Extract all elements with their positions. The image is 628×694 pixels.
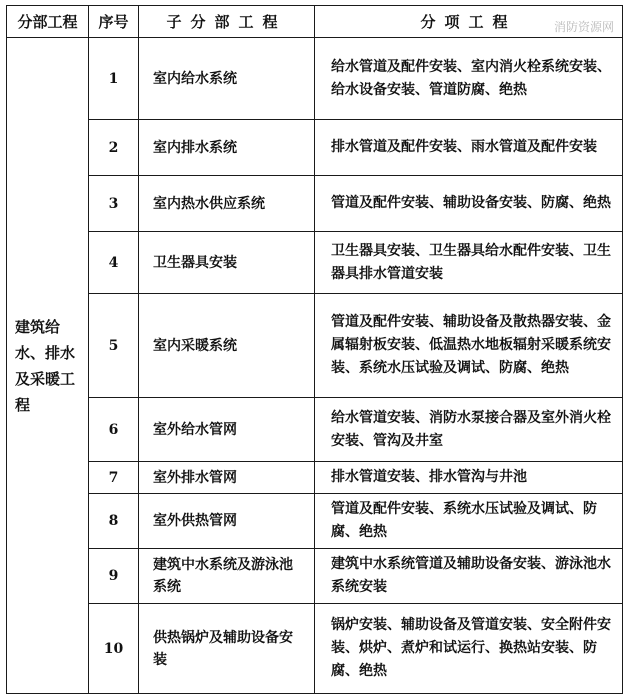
table-row [7, 462, 623, 494]
row-number: 3 [89, 176, 139, 232]
table-row [7, 494, 623, 549]
header-division: 分部工程 [7, 6, 89, 38]
row-items: 给水管道安装、消防水泵接合器及室外消火栓安装、管沟及井室 [315, 398, 623, 462]
row-number: 8 [89, 494, 139, 549]
row-subdivision: 室内排水系统 [139, 120, 315, 176]
row-subdivision: 室外排水管网 [139, 462, 315, 494]
table-row [7, 38, 623, 120]
row-subdivision: 建筑中水系统及游泳池系统 [139, 549, 315, 604]
row-items: 给水管道及配件安装、室内消火栓系统安装、给水设备安装、管道防腐、绝热 [315, 38, 623, 120]
row-subdivision: 室外供热管网 [139, 494, 315, 549]
row-number: 9 [89, 549, 139, 604]
row-subdivision: 卫生器具安装 [139, 232, 315, 294]
row-items: 锅炉安装、辅助设备及管道安装、安全附件安装、烘炉、煮炉和试运行、换热站安装、防腐、绝热 [315, 604, 623, 694]
table-row [7, 398, 623, 462]
row-number: 1 [89, 38, 139, 120]
row-subdivision: 室内采暖系统 [139, 294, 315, 398]
row-items: 建筑中水系统管道及辅助设备安装、游泳池水系统安装 [315, 549, 623, 604]
table-row [7, 120, 623, 176]
row-items: 卫生器具安装、卫生器具给水配件安装、卫生器具排水管道安装 [315, 232, 623, 294]
table-row [7, 549, 623, 604]
row-number: 7 [89, 462, 139, 494]
header-items [315, 6, 623, 38]
row-subdivision: 室外给水管网 [139, 398, 315, 462]
watermark-text: 消防资源网 [553, 20, 614, 34]
row-number: 10 [89, 604, 139, 694]
document-table-wrapper [6, 5, 623, 694]
header-items-label: 分项工程 [420, 13, 517, 31]
header-number: 序号 [89, 6, 139, 38]
header-subdivision: 子分部工程 [139, 6, 315, 38]
subdivision-table [6, 5, 623, 694]
row-number: 2 [89, 120, 139, 176]
division-cell: 建筑给水、排水及采暖工程 [7, 38, 89, 694]
row-items: 管道及配件安装、系统水压试验及调试、防腐、绝热 [315, 494, 623, 549]
row-items: 排水管道安装、排水管沟与井池 [315, 462, 623, 494]
table-row [7, 294, 623, 398]
row-subdivision: 室内给水系统 [139, 38, 315, 120]
table-row [7, 604, 623, 694]
row-subdivision: 供热锅炉及辅助设备安装 [139, 604, 315, 694]
table-header-row [7, 6, 623, 38]
row-items: 排水管道及配件安装、雨水管道及配件安装 [315, 120, 623, 176]
row-items: 管道及配件安装、辅助设备安装、防腐、绝热 [315, 176, 623, 232]
row-items: 管道及配件安装、辅助设备及散热器安装、金属辐射板安装、低温热水地板辐射采暖系统安装、系统水压试验及调试、防腐、绝热 [315, 294, 623, 398]
table-row [7, 232, 623, 294]
row-number: 5 [89, 294, 139, 398]
row-subdivision: 室内热水供应系统 [139, 176, 315, 232]
row-number: 6 [89, 398, 139, 462]
row-number: 4 [89, 232, 139, 294]
table-row [7, 176, 623, 232]
